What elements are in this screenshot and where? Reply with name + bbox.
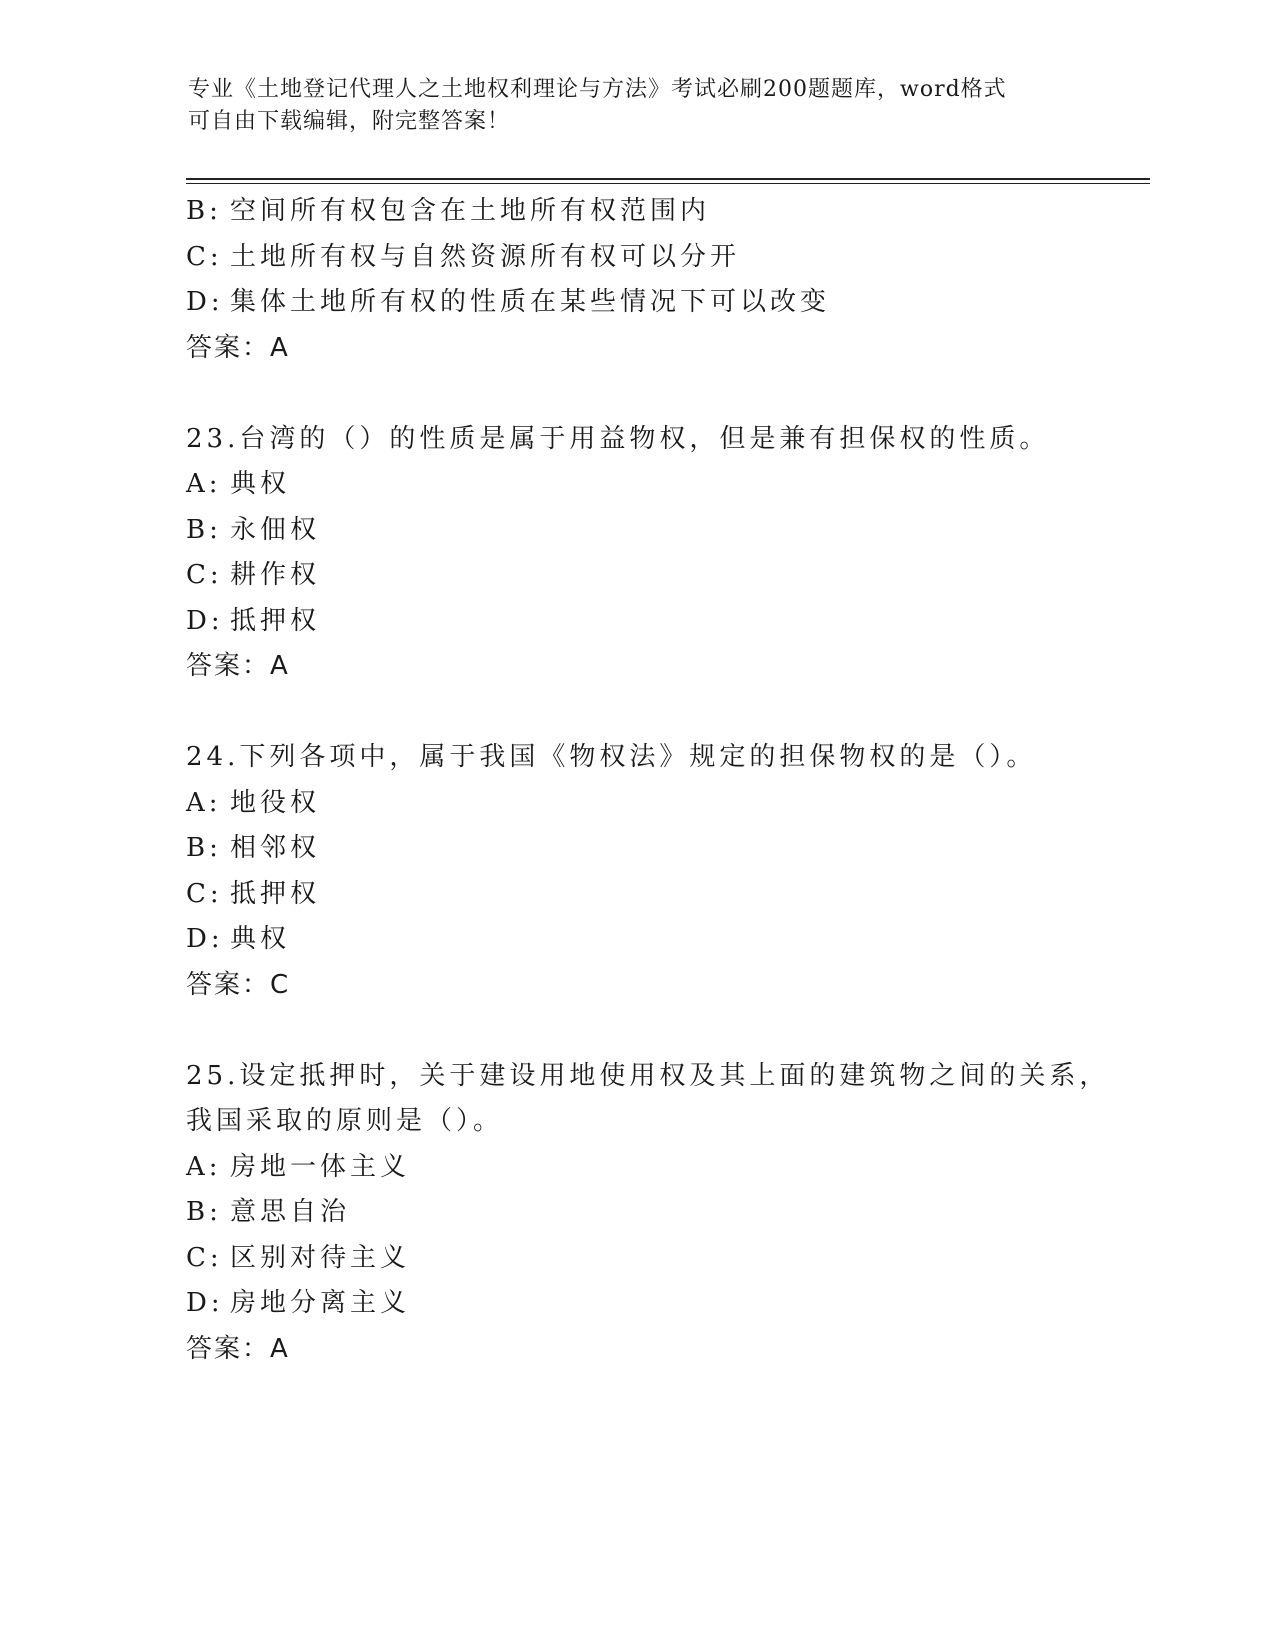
option-label: C: [186, 241, 223, 272]
option-text: 抵押权 [230, 878, 321, 909]
option-text: 土地所有权与自然资源所有权可以分开 [230, 241, 741, 272]
option-text: 地役权 [230, 787, 321, 818]
option-text: 典权 [230, 924, 291, 954]
option-text: 区别对待主义 [230, 1242, 411, 1273]
spacer [186, 1008, 1086, 1054]
option-d [186, 917, 1086, 963]
option-text: 集体土地所有权的性质在某些情况下可以改变 [230, 287, 831, 317]
option-label: B: [186, 833, 222, 863]
option-label: D: [186, 1288, 224, 1318]
answer-line: 答案：A [186, 1333, 290, 1364]
option-text: 永佃权 [230, 514, 321, 545]
question-stem-line-2: 我国采取的原则是（）。 [186, 1106, 504, 1136]
option-text: 典权 [230, 469, 291, 499]
question-stem-line-1: 25.设定抵押时，关于建设用地使用权及其上面的建筑物之间的关系， [186, 1060, 1110, 1091]
option-text: 意思自治 [230, 1197, 351, 1227]
option-label: D: [186, 924, 224, 954]
question-list [186, 189, 1110, 1372]
option-a [186, 462, 1086, 508]
option-label: A: [186, 787, 222, 818]
document-header [188, 74, 1088, 138]
option-c [186, 235, 1086, 281]
option-b [186, 189, 1086, 235]
spacer [186, 371, 1086, 417]
option-label: C: [186, 1242, 223, 1273]
header-divider-thin [186, 183, 1150, 184]
option-text: 抵押权 [230, 605, 321, 636]
option-d [186, 599, 1086, 645]
spacer [186, 690, 1086, 736]
option-label: D: [186, 287, 224, 317]
option-label: A: [186, 1151, 222, 1182]
option-a [186, 781, 1086, 827]
option-c [186, 1236, 1086, 1282]
option-b [186, 826, 1086, 872]
option-d [186, 280, 1086, 326]
answer-line: 答案：A [186, 651, 290, 681]
option-label: D: [186, 605, 224, 636]
option-c [186, 872, 1086, 918]
option-text: 相邻权 [230, 833, 321, 863]
option-text: 耕作权 [230, 560, 321, 590]
header-line-2: 可自由下载编辑，附完整答案！ [188, 109, 511, 134]
option-a [186, 1145, 1086, 1191]
question-23 [186, 417, 1086, 690]
option-label: B: [186, 514, 222, 545]
option-label: B: [186, 196, 222, 226]
question-stem: 24.下列各项中，属于我国《物权法》规定的担保物权的是（）。 [186, 742, 1037, 772]
question-stem: 23.台湾的（）的性质是属于用益物权，但是兼有担保权的性质。 [186, 423, 1050, 454]
option-d [186, 1281, 1086, 1327]
answer-line: 答案：C [186, 969, 291, 1000]
option-b [186, 1190, 1086, 1236]
option-c [186, 553, 1086, 599]
question-25 [186, 1054, 1110, 1373]
option-label: A: [186, 469, 222, 499]
option-text: 房地一体主义 [230, 1151, 411, 1182]
option-text: 房地分离主义 [230, 1288, 411, 1318]
answer-line: 答案：A [186, 332, 290, 363]
option-b [186, 508, 1086, 554]
header-line-1: 专业《土地登记代理人之土地权利理论与方法》考试必刷200题题库，word格式 [188, 77, 1007, 102]
option-text: 空间所有权包含在土地所有权范围内 [230, 196, 711, 226]
option-label: C: [186, 560, 223, 590]
option-label: B: [186, 1197, 222, 1227]
header-divider-thick [186, 178, 1150, 180]
question-24 [186, 735, 1086, 1008]
question-22-tail [186, 189, 1086, 371]
option-label: C: [186, 878, 223, 909]
